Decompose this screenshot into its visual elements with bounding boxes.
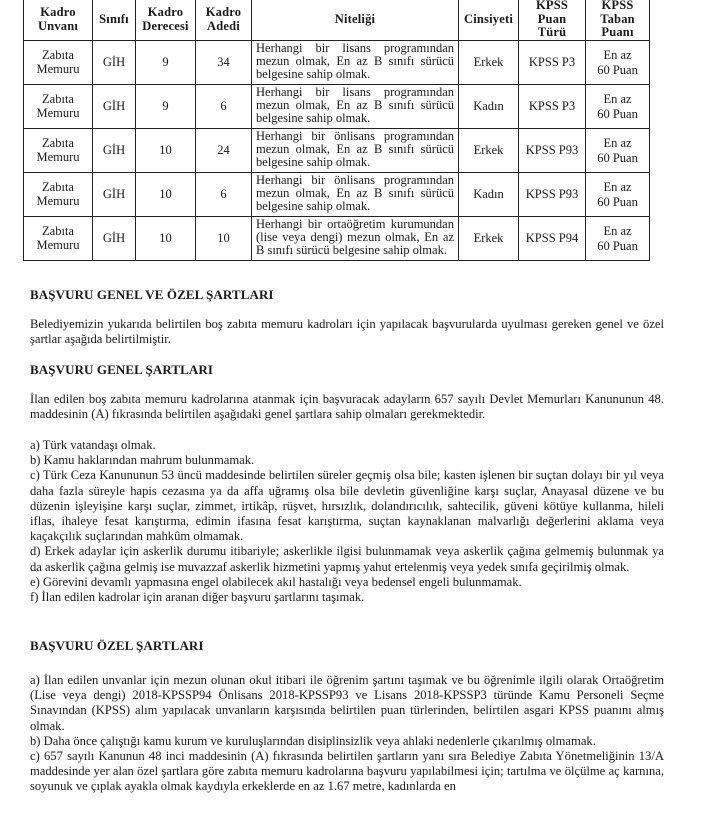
list-item: d) Erkek adaylar için askerlik durumu itibariyle; askerlikle ilgisi bulunmamak veya askerlik çağına gelmemiş bulunmak ya da askerlik çağına gelmiş ise muvazzaf askerlik hizmetini yapmış yahut ertelenmiş veya yedek sınıfa geçirilmiş olmak.	[30, 544, 664, 574]
cell-unvan: Zabıta Memuru	[24, 41, 93, 85]
cell-niteligi: Herhangi bir lisans programından mezun olmak, En az B sınıfı sürücü belgesine sahip olmak.	[252, 85, 459, 129]
cell-derecesi: 10	[136, 173, 196, 217]
cell-derecesi: 9	[136, 85, 196, 129]
list-item: e) Görevini devamlı yapmasına engel olabilecek akıl hastalığı veya bedensel engeli bulunmamak.	[30, 574, 522, 589]
section-title-genel: BAŞVURU GENEL ŞARTLARI	[30, 362, 214, 377]
list-item: b) Kamu haklarından mahrum bulunmamak.	[30, 453, 255, 468]
cell-sinifi: GİH	[93, 85, 136, 129]
cell-cinsiyeti: Kadın	[459, 173, 519, 217]
cell-taban-puani: En az 60 Puan	[586, 217, 650, 261]
cell-puan-turu: KPSS P93	[519, 173, 586, 217]
header-kadro-unvani: Kadro Unvanı	[24, 0, 93, 41]
header-kadro-adedi: Kadro Adedi	[196, 0, 252, 41]
cell-niteligi: Herhangi bir ortaöğretim kurumundan (lise veya dengi) mezun olmak, En az B sınıfı sürücü belgesine sahip olmak.	[252, 217, 459, 261]
header-sinifi: Sınıfı	[93, 0, 136, 41]
cell-adedi: 6	[196, 85, 252, 129]
table-row	[24, 129, 650, 173]
table-row	[24, 85, 650, 129]
cell-derecesi: 9	[136, 41, 196, 85]
header-cinsiyeti: Cinsiyeti	[459, 0, 519, 41]
cell-taban-puani: En az 60 Puan	[586, 41, 650, 85]
header-kpss-taban-puani: KPSS Taban Puanı	[586, 0, 650, 41]
cell-adedi: 34	[196, 41, 252, 85]
cell-adedi: 24	[196, 129, 252, 173]
paragraph-genel-ozel-intro: Belediyemizin yukarıda belirtilen boş zabıta memuru kadroları için yapılacak başvurularda uyulması gereken genel ve özel şartlar aşağıda belirtilmiştir.	[30, 317, 664, 347]
cell-sinifi: GİH	[93, 217, 136, 261]
cell-derecesi: 10	[136, 129, 196, 173]
cell-taban-puani: En az 60 Puan	[586, 85, 650, 129]
cell-unvan: Zabıta Memuru	[24, 129, 93, 173]
cell-niteligi: Herhangi bir önlisans programından mezun olmak, En az B sınıfı sürücü belgesine sahip olmak.	[252, 173, 459, 217]
cell-sinifi: GİH	[93, 41, 136, 85]
cell-puan-turu: KPSS P3	[519, 41, 586, 85]
list-item: c) Türk Ceza Kanununun 53 üncü maddesinde belirtilen süreler geçmiş olsa bile; kasten işlenen bir suçtan dolayı bir yıl veya daha fazla süreyle hapis cezasına ya da affa uğramış olsa bile devletin güvenliğine karşı suçlar, Anayasal düzene ve bu düzenin işleyişine karşı suçlar, zimmet, irtikâp, rüşvet, hırsızlık, dolandırıcılık, sahtecilik, güveni kötüye kullanma, hileli iflas, ihaleye fesat karıştırma, edimin ifasına fesat karıştırma, suçtan kaynaklanan malvarlığı değerlerini aklama veya kaçakçılık suçlarından mahkûm olmamak.	[30, 468, 664, 544]
list-item: a) İlan edilen unvanlar için mezun olunan okul itibari ile öğrenim şartını taşımak ve bu öğrenimle ilgili olarak Ortaöğretim (Lise veya dengi) 2018-KPSSP94 Önlisans 2018-KPSSP93 ve Lisans 2018-KPSSP3 türünde Kamu Personeli Seçme Sınavından (KPSS) alım yapılacak unvanların karşısında belirtilen puan türlerinden, belirtilen asgari KPSS puanını almış olmak.	[30, 673, 664, 733]
cell-niteligi: Herhangi bir lisans programından mezun olmak, En az B sınıfı sürücü belgesine sahip olmak.	[252, 41, 459, 85]
genel-sartlar-list	[30, 438, 664, 605]
cell-adedi: 10	[196, 217, 252, 261]
header-kadro-derecesi: Kadro Derecesi	[136, 0, 196, 41]
cell-puan-turu: KPSS P94	[519, 217, 586, 261]
cell-puan-turu: KPSS P93	[519, 129, 586, 173]
section-title-genel-ozel: BAŞVURU GENEL VE ÖZEL ŞARTLARI	[30, 287, 274, 302]
cell-cinsiyeti: Erkek	[459, 41, 519, 85]
cell-taban-puani: En az 60 Puan	[586, 129, 650, 173]
table-row	[24, 217, 650, 261]
ozel-sartlar-list	[30, 673, 664, 795]
list-item: c) 657 sayılı Kanunun 48 inci maddesinin (A) fıkrasında belirtilen şartların yanı sıra Belediye Zabıta Yönetmeliğinin 13/A maddesinde yer alan özel şartlara göre zabıta memuru kadrolarına başvuru yapılabilmesi için; tartılma ve ölçülme aç karnına, soyunuk ve çıplak ayakla olmak kaydıyla erkeklerde en az 1.67 metre, kadınlarda en	[30, 749, 664, 794]
cell-adedi: 6	[196, 173, 252, 217]
cell-sinifi: GİH	[93, 129, 136, 173]
header-niteligi: Niteliği	[252, 0, 459, 41]
list-item: a) Türk vatandaşı olmak.	[30, 438, 156, 452]
table-row	[24, 173, 650, 217]
cell-puan-turu: KPSS P3	[519, 85, 586, 129]
paragraph-genel-intro: İlan edilen boş zabıta memuru kadrolarına atanmak için başvuracak adayların 657 sayılı Devlet Memurları Kanununun 48. maddesinin (A) fıkrasında belirtilen aşağıdaki genel şartlara sahip olmaları gerekmektedir.	[30, 392, 664, 422]
kadro-table	[23, 0, 650, 261]
cell-sinifi: GİH	[93, 173, 136, 217]
list-item: f) İlan edilen kadrolar için aranan diğer başvuru şartlarını taşımak.	[30, 590, 365, 605]
section-title-ozel: BAŞVURU ÖZEL ŞARTLARI	[30, 638, 204, 653]
cell-derecesi: 10	[136, 217, 196, 261]
cell-taban-puani: En az 60 Puan	[586, 173, 650, 217]
header-kpss-puan-turu: KPSS Puan Türü	[519, 0, 586, 41]
cell-unvan: Zabıta Memuru	[24, 173, 93, 217]
cell-cinsiyeti: Erkek	[459, 129, 519, 173]
table-header-row	[24, 0, 650, 41]
table-row	[24, 41, 650, 85]
cell-cinsiyeti: Erkek	[459, 217, 519, 261]
cell-unvan: Zabıta Memuru	[24, 85, 93, 129]
list-item: b) Daha önce çalıştığı kamu kurum ve kuruluşlarından disiplinsizlik veya ahlaki nedenlerle çıkarılmış olmamak.	[30, 733, 596, 748]
cell-niteligi: Herhangi bir önlisans programından mezun olmak, En az B sınıfı sürücü belgesine sahip olmak.	[252, 129, 459, 173]
cell-unvan: Zabıta Memuru	[24, 217, 93, 261]
cell-cinsiyeti: Kadın	[459, 85, 519, 129]
